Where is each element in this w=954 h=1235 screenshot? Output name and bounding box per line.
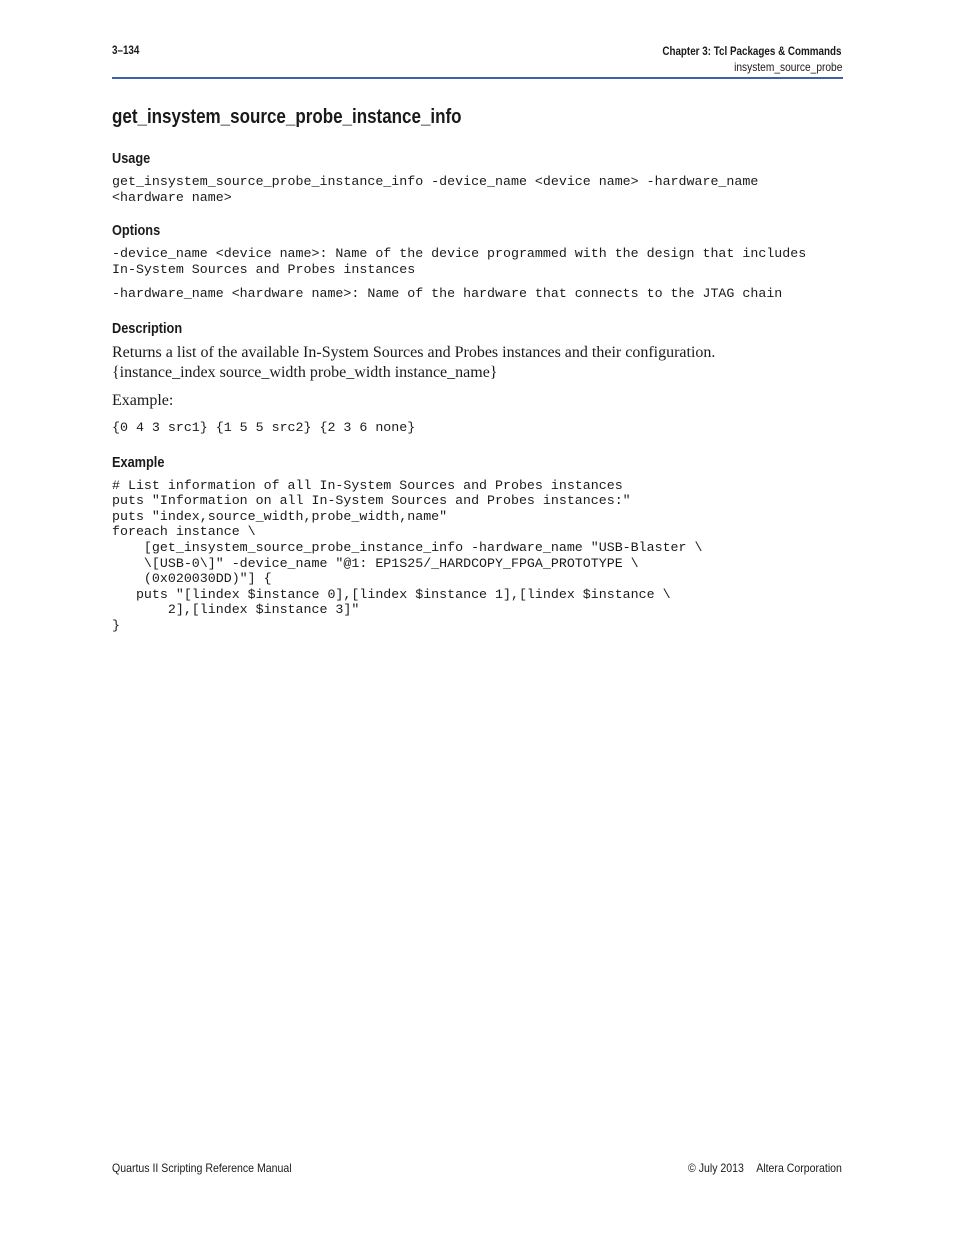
example-heading: Example	[112, 453, 165, 471]
code-line: foreach instance \	[112, 524, 256, 540]
description-heading: Description	[112, 319, 183, 337]
description-line: Returns a list of the available In-System Sources and Probes instances and their configuration.	[112, 343, 716, 361]
code-line: # List information of all In-System Sources and Probes instances	[112, 477, 623, 493]
option-device-name	[112, 246, 843, 277]
options-heading: Options	[112, 222, 161, 240]
company-name: Altera Corporation	[756, 1161, 842, 1175]
footer-copyright	[688, 1161, 842, 1175]
code-line: [get_insystem_source_probe_instance_info -hardware_name "USB-Blaster \	[112, 539, 703, 555]
running-header	[623, 43, 842, 75]
usage-block	[112, 174, 843, 205]
page-number: 3–134	[112, 43, 140, 57]
usage-line: get_insystem_source_probe_instance_info -device_name <device name> -hardware_name	[112, 174, 759, 189]
example-code-block	[112, 478, 843, 634]
code-line: puts "[lindex $instance 0],[lindex $instance 1],[lindex $instance \	[112, 586, 671, 602]
manual-title: Quartus II Scripting Reference Manual	[112, 1161, 292, 1175]
header-rule	[112, 77, 843, 79]
code-line: puts "index,source_width,probe_width,name"	[112, 508, 448, 524]
code-line: }	[112, 617, 120, 633]
option-line: -device_name <device name>: Name of the device programmed with the design that includes	[112, 246, 807, 262]
chapter-title: Chapter 3: Tcl Packages & Commands	[662, 44, 842, 58]
example-return-value: {0 4 3 src1} {1 5 5 src2} {2 3 6 none}	[112, 419, 416, 435]
description-text	[112, 343, 843, 383]
option-line: In-System Sources and Probes instances	[112, 261, 416, 277]
code-line: (0x020030DD)"] {	[112, 571, 272, 587]
description-line: {instance_index source_width probe_width instance_name}	[112, 363, 498, 381]
code-line: puts "Information on all In-System Sources and Probes instances:"	[112, 493, 631, 509]
usage-line: <hardware name>	[112, 189, 232, 205]
page-content	[112, 104, 843, 634]
section-name: insystem_source_probe	[733, 60, 842, 74]
code-line: \[USB-0\]" -device_name "@1: EP1S25/_HARDCOPY_FPGA_PROTOTYPE \	[112, 555, 639, 571]
usage-heading: Usage	[112, 150, 151, 167]
option-hardware-name: -hardware_name <hardware name>: Name of the hardware that connects to the JTAG chain	[112, 286, 783, 302]
copyright-date: © July 2013	[688, 1161, 744, 1175]
command-title: get_insystem_source_probe_instance_info	[112, 106, 462, 128]
code-line: 2],[lindex $instance 3]"	[112, 602, 360, 618]
example-label: Example:	[112, 391, 174, 409]
